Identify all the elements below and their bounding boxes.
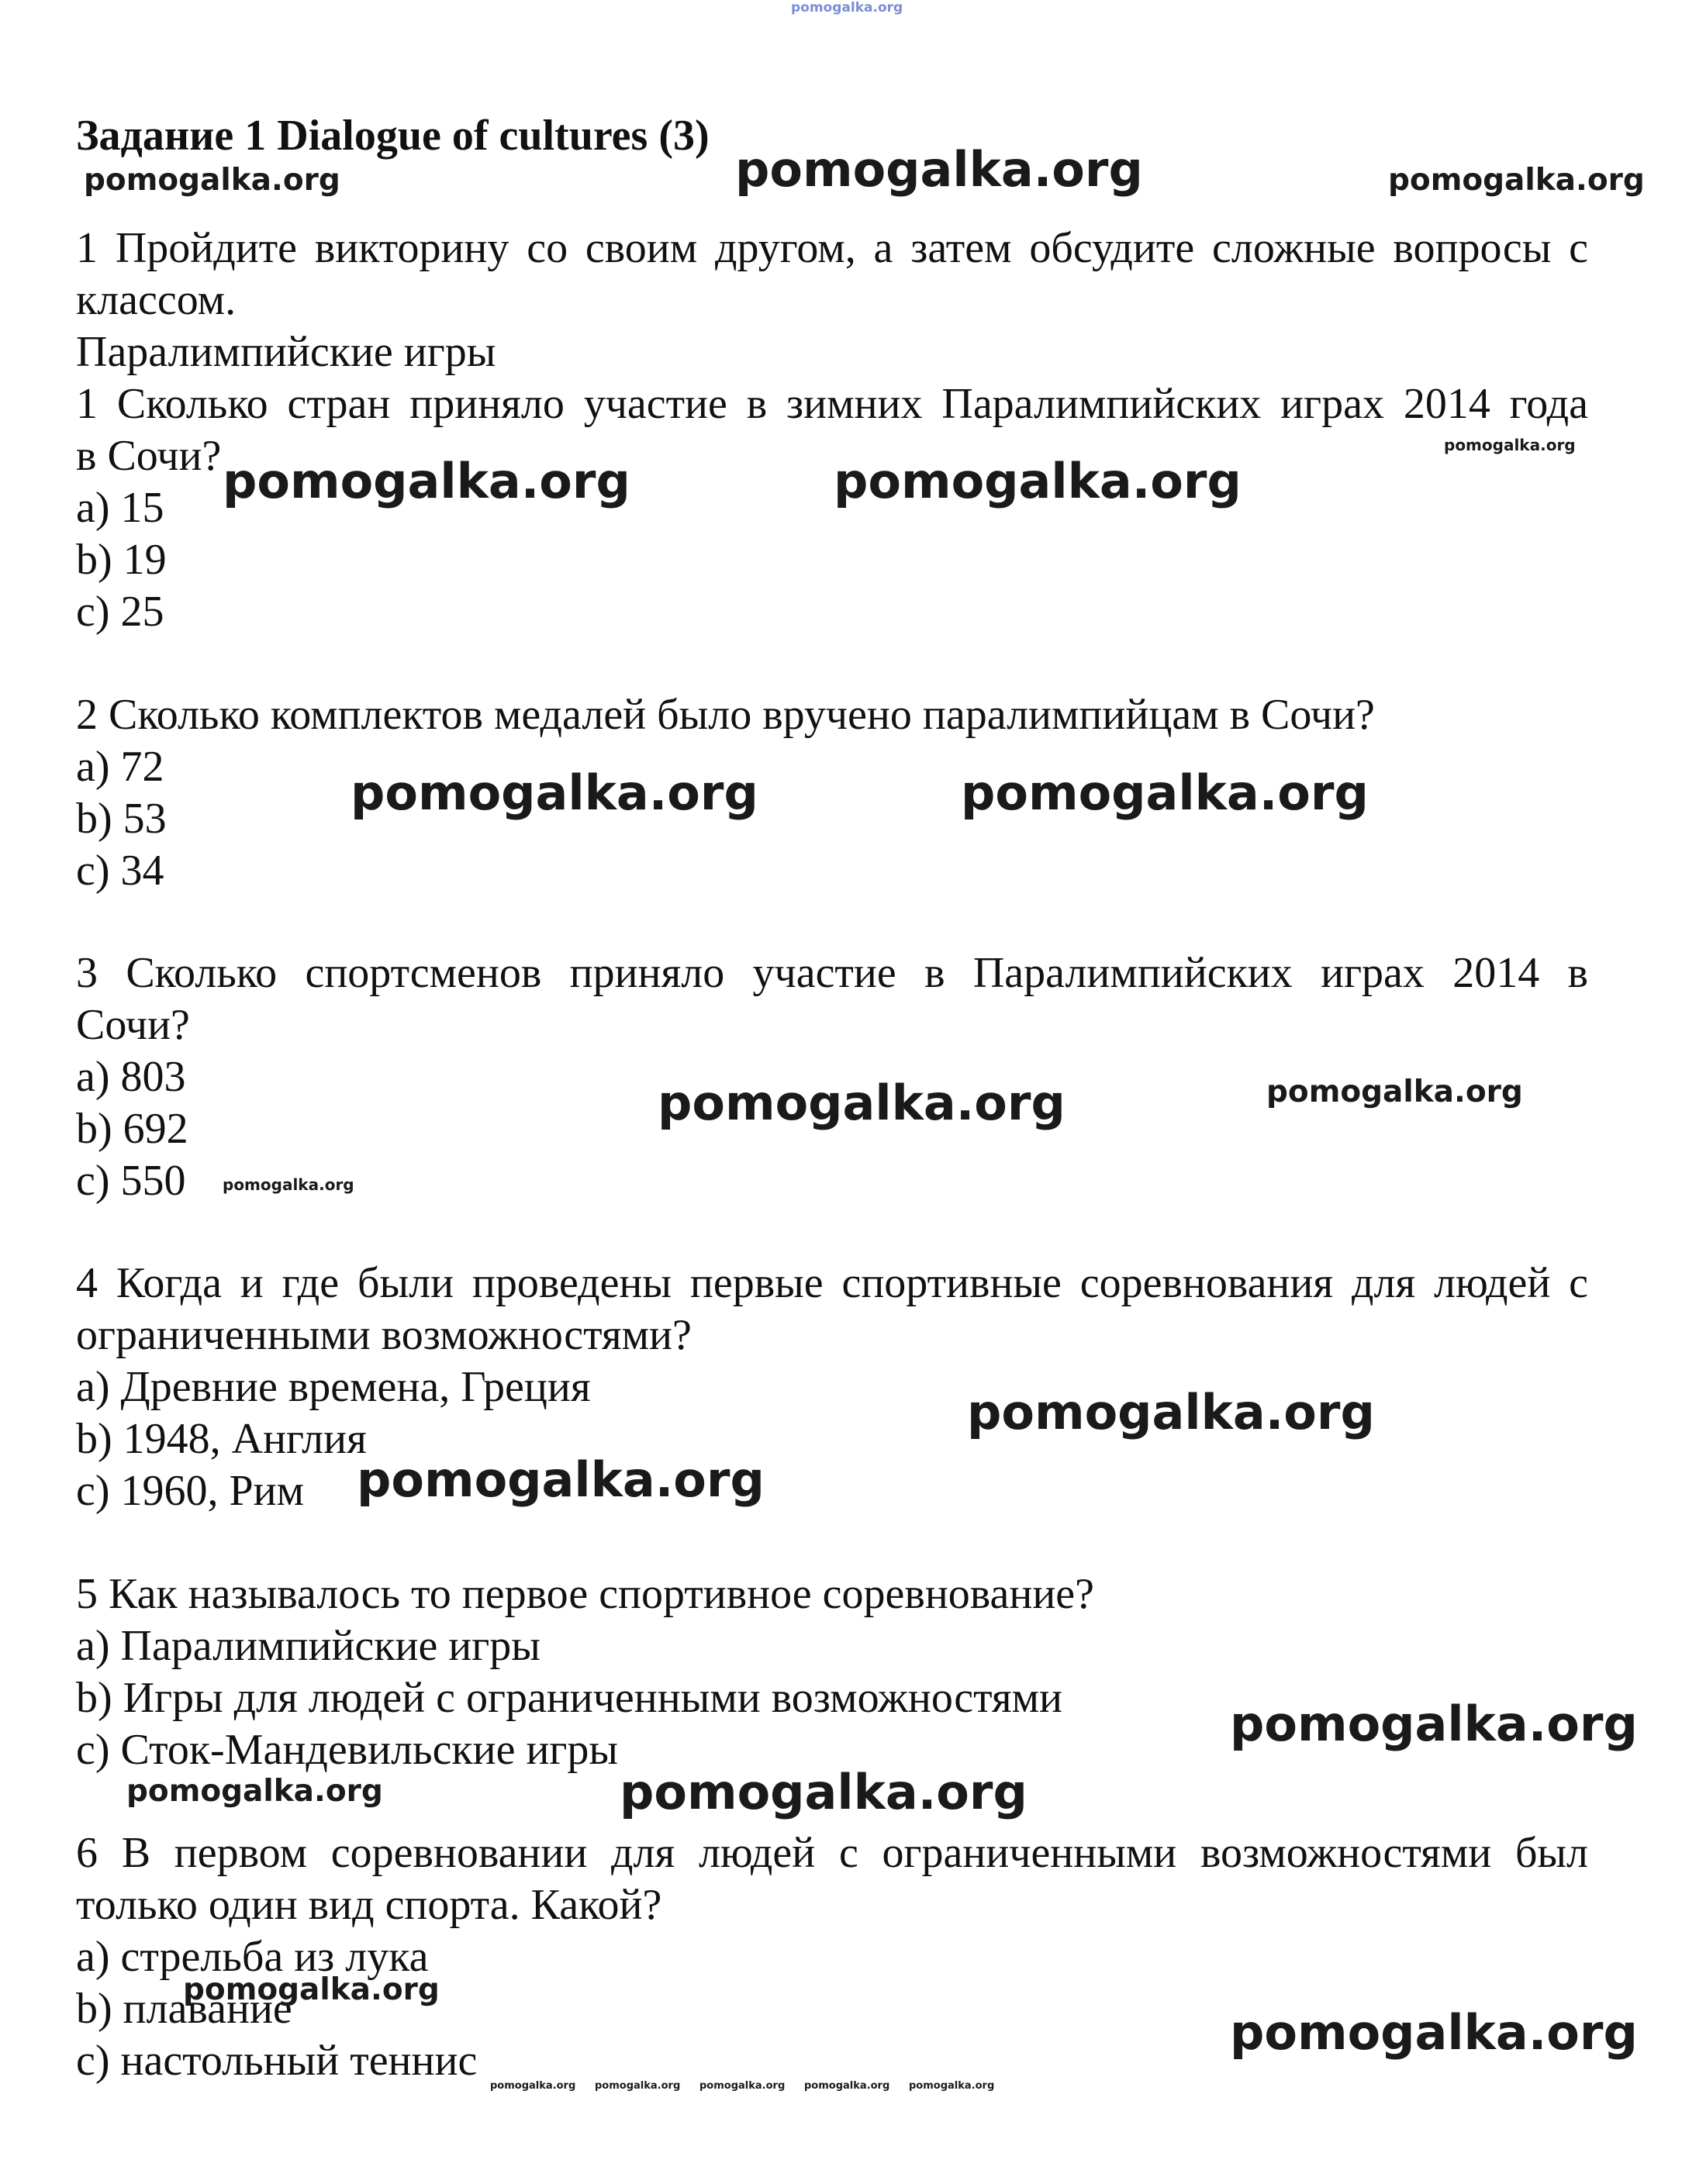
question-text: только один вид спорта. Какой? xyxy=(76,1881,662,1929)
watermark: pomogalka.org xyxy=(357,1451,765,1508)
answer-option: b) 19 xyxy=(76,536,167,584)
watermark: pomogalka.org xyxy=(735,141,1143,198)
answer-option: b) 53 xyxy=(76,795,167,843)
answer-option: a) 803 xyxy=(76,1053,186,1101)
watermark: pomogalka.org xyxy=(1444,436,1576,454)
question-text: 2 Сколько комплектов медалей было вручено паралимпийцам в Сочи? xyxy=(76,691,1375,739)
answer-option: c) 550 xyxy=(76,1157,186,1205)
question-text: 5 Как называлось то первое спортивное соревнование? xyxy=(76,1570,1094,1618)
watermark: pomogalka.org xyxy=(351,764,758,821)
answer-option: c) 25 xyxy=(76,588,164,636)
instruction-line: классом. xyxy=(76,276,237,324)
question-text: Сочи? xyxy=(76,1001,190,1049)
answer-option: b) 1948, Англия xyxy=(76,1415,367,1463)
watermark: pomogalka.org xyxy=(1266,1075,1523,1109)
watermark: pomogalka.org xyxy=(1388,163,1645,198)
watermark: pomogalka.org xyxy=(967,1384,1375,1440)
answer-option: a) Паралимпийские игры xyxy=(76,1622,541,1670)
question-text: 6 В первом соревновании для людей с ограниченными возможностями был xyxy=(76,1829,1588,1877)
answer-option: b) плавание xyxy=(76,1985,292,2033)
question-text: 4 Когда и где были проведены первые спортивные соревнования для людей с xyxy=(76,1259,1588,1307)
watermark: pomogalka.org xyxy=(620,1764,1028,1820)
watermark: pomogalka.org xyxy=(1230,2004,1638,2061)
answer-option: a) 15 xyxy=(76,484,164,532)
answer-option: b) 692 xyxy=(76,1105,188,1153)
watermark: pomogalka.org xyxy=(699,2080,786,2092)
watermark: pomogalka.org xyxy=(804,2080,890,2092)
question-text: 1 Сколько стран приняло участие в зимних Паралимпийских играх 2014 года xyxy=(76,380,1588,428)
watermark: pomogalka.org xyxy=(1230,1696,1638,1752)
watermark: pomogalka.org xyxy=(961,764,1369,821)
question-text: 3 Сколько спортсменов приняло участие в Паралимпийских играх 2014 в xyxy=(76,949,1588,997)
watermark: pomogalka.org xyxy=(791,0,903,16)
watermark: pomogalka.org xyxy=(84,163,340,198)
question-text: ограниченными возможностями? xyxy=(76,1311,692,1359)
watermark: pomogalka.org xyxy=(658,1075,1065,1131)
answer-option: c) 1960, Рим xyxy=(76,1467,305,1515)
watermark: pomogalka.org xyxy=(909,2080,995,2092)
answer-option: a) 72 xyxy=(76,743,164,791)
section-heading: Паралимпийские игры xyxy=(76,328,496,376)
watermark: pomogalka.org xyxy=(223,1175,354,1194)
watermark: pomogalka.org xyxy=(834,453,1242,509)
answer-option: c) настольный теннис xyxy=(76,2037,478,2085)
watermark: pomogalka.org xyxy=(595,2080,681,2092)
watermark: pomogalka.org xyxy=(490,2080,576,2092)
watermark: pomogalka.org xyxy=(183,1972,440,2007)
answer-option: a) Древние времена, Греция xyxy=(76,1363,591,1411)
instruction-line: 1 Пройдите викторину со своим другом, а затем обсудите сложные вопросы с xyxy=(76,224,1588,272)
watermark: pomogalka.org xyxy=(223,453,630,509)
answer-option: c) Сток-Мандевильские игры xyxy=(76,1726,619,1774)
question-text: в Сочи? xyxy=(76,432,222,480)
watermark: pomogalka.org xyxy=(126,1774,383,1809)
answer-option: c) 34 xyxy=(76,847,164,895)
answer-option: a) стрельба из лука xyxy=(76,1933,429,1981)
answer-option: b) Игры для людей с ограниченными возможностями xyxy=(76,1674,1062,1722)
page-title: Задание 1 Dialogue of cultures (3) xyxy=(76,112,710,160)
